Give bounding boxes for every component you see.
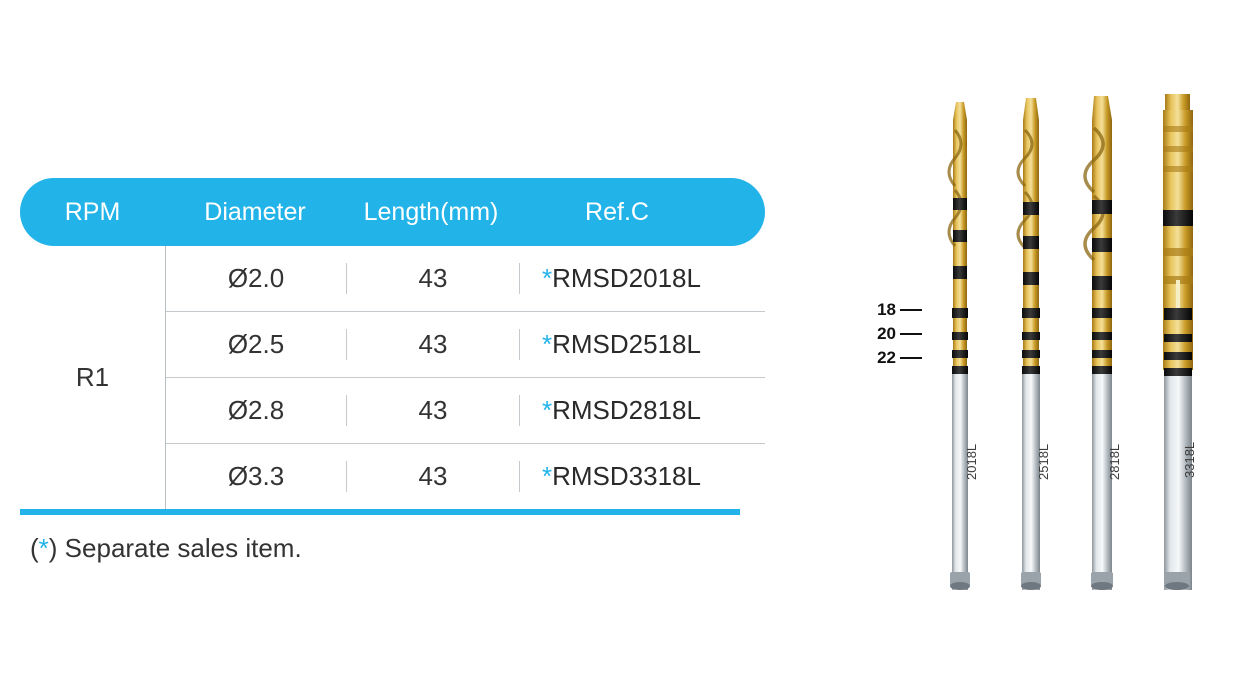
depth-mark-18-label: 18 [877, 300, 896, 319]
footnote-open-paren: ( [30, 533, 39, 563]
drill-bit-2818L [1085, 96, 1113, 590]
cell-diameter: Ø3.3 [166, 461, 347, 492]
depth-mark-22-dash [900, 357, 922, 359]
footnote [20, 533, 765, 564]
cell-ref [520, 395, 723, 426]
depth-mark-18 [870, 298, 922, 322]
ref-code: RMSD3318L [552, 461, 701, 491]
table-row [166, 378, 765, 444]
cell-ref [520, 329, 723, 360]
table-header-row [20, 178, 765, 246]
specification-table [20, 178, 765, 564]
separate-sale-star: * [542, 329, 553, 359]
column-header-rpm: RPM [64, 197, 121, 226]
drill-label-2818L: 2818L [1107, 443, 1122, 480]
cell-length: 43 [347, 329, 520, 360]
cell-diameter: Ø2.5 [166, 329, 347, 360]
drill-illustration [860, 80, 1220, 600]
table-body [20, 246, 765, 509]
column-header-ref: Ref.C [585, 197, 649, 226]
depth-scale [870, 298, 922, 370]
cell-length: 43 [347, 263, 520, 294]
depth-mark-18-dash [900, 309, 922, 311]
cell-ref [520, 461, 723, 492]
cell-diameter: Ø2.0 [166, 263, 347, 294]
depth-mark-20-dash [900, 333, 922, 335]
drill-label-2018L: 2018L [964, 443, 979, 480]
depth-mark-22 [870, 346, 922, 370]
footnote-text: ) Separate sales item. [48, 533, 302, 563]
depth-mark-20 [870, 322, 922, 346]
cell-ref [520, 263, 723, 294]
ref-code: RMSD2518L [552, 329, 701, 359]
rpm-value-cell: R1 [20, 246, 166, 509]
drill-label-2518L: 2518L [1036, 443, 1051, 480]
footnote-star: * [38, 533, 49, 563]
separate-sale-star: * [542, 263, 553, 293]
drill-label-3318L: 3318L [1182, 441, 1197, 478]
drill-bit-2518L [1018, 98, 1041, 590]
separate-sale-star: * [542, 395, 553, 425]
table-row [166, 444, 765, 509]
ref-code: RMSD2018L [552, 263, 701, 293]
cell-length: 43 [347, 461, 520, 492]
column-header-diameter: Diameter [204, 197, 306, 226]
drill-bit-2018L [949, 102, 970, 590]
drill-bit-3318L [1163, 94, 1193, 590]
column-header-length: Length(mm) [363, 197, 499, 226]
depth-mark-20-label: 20 [877, 324, 896, 343]
separate-sale-star: * [542, 461, 553, 491]
table-row [166, 246, 765, 312]
cell-length: 43 [347, 395, 520, 426]
cell-diameter: Ø2.8 [166, 395, 347, 426]
depth-mark-22-label: 22 [877, 348, 896, 367]
ref-code: RMSD2818L [552, 395, 701, 425]
table-bottom-rule [20, 509, 740, 515]
table-row [166, 312, 765, 378]
